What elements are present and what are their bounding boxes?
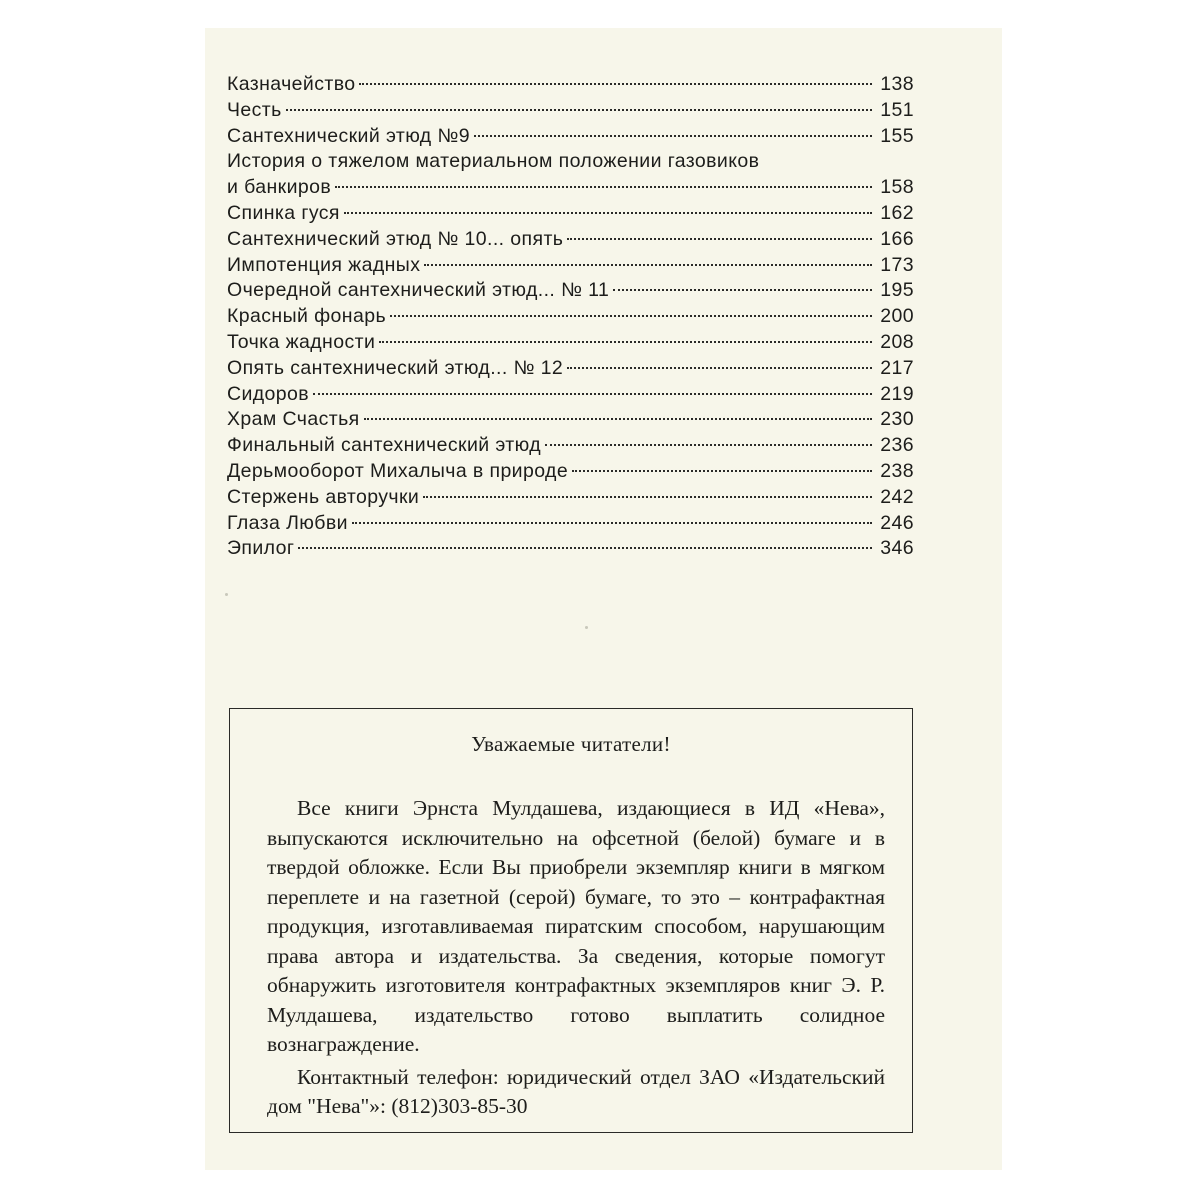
toc-entry (227, 382, 914, 408)
toc-entry-title: Спинка гуся (227, 201, 340, 224)
toc-entry-page: 162 (880, 201, 914, 224)
toc-dot-leader (424, 264, 872, 266)
toc-dot-leader (423, 496, 872, 498)
toc-entry-page: 236 (880, 434, 914, 457)
toc-dot-leader (364, 418, 872, 420)
toc-entry-page: 238 (880, 459, 914, 482)
notice-body (267, 794, 885, 1122)
toc-entry-title: Эпилог (227, 537, 295, 560)
toc-entry (227, 124, 914, 150)
toc-dot-leader (567, 238, 872, 240)
table-of-contents (227, 72, 914, 562)
toc-entry (227, 227, 914, 253)
toc-entry-page: 346 (880, 537, 914, 560)
toc-entry-title: Честь (227, 98, 282, 121)
toc-dot-leader (335, 186, 872, 188)
toc-entry-title: Импотенция жадных (227, 253, 421, 276)
toc-entry-page: 173 (880, 253, 914, 276)
toc-entry-title: История о тяжелом материальном положении газовиков (227, 150, 760, 173)
toc-entry-page: 217 (880, 356, 914, 379)
toc-entry-page: 166 (880, 227, 914, 250)
toc-entry-page: 195 (880, 279, 914, 302)
toc-entry-title: Сантехнический этюд №9 (227, 124, 470, 147)
toc-dot-leader (344, 212, 872, 214)
readers-notice-box (229, 708, 913, 1133)
toc-dot-leader (313, 393, 872, 395)
toc-entry-page: 246 (880, 511, 914, 534)
toc-entry (227, 98, 914, 124)
toc-dot-leader (474, 135, 872, 137)
toc-entry-title: Красный фонарь (227, 305, 387, 328)
toc-dot-leader (359, 83, 872, 85)
toc-entry (227, 278, 914, 304)
toc-entry-page: 200 (880, 305, 914, 328)
toc-entry (227, 433, 914, 459)
toc-entry (227, 407, 914, 433)
book-page (205, 28, 1002, 1170)
toc-dot-leader (379, 341, 872, 343)
toc-entry-page: 208 (880, 330, 914, 353)
toc-entry-title: Храм Счастья (227, 408, 360, 431)
toc-dot-leader (286, 109, 872, 111)
toc-dot-leader (567, 367, 872, 369)
toc-entry-title: Точка жадности (227, 330, 376, 353)
toc-entry-page: 151 (880, 98, 914, 121)
toc-entry (227, 149, 914, 175)
notice-heading: Уважаемые читатели! (471, 732, 671, 756)
toc-entry-title: Сидоров (227, 382, 310, 405)
toc-dot-leader (572, 470, 872, 472)
toc-entry-page: 219 (880, 382, 914, 405)
toc-entry (227, 330, 914, 356)
toc-entry-title: Сантехнический этюд № 10... опять (227, 227, 564, 250)
toc-entry (227, 511, 914, 537)
toc-entry-title: Стержень авторучки (227, 485, 420, 508)
toc-entry-page: 242 (880, 485, 914, 508)
toc-entry (227, 175, 914, 201)
paper-speck (225, 593, 228, 596)
toc-dot-leader (613, 289, 872, 291)
toc-entry-page: 155 (880, 124, 914, 147)
toc-entry (227, 72, 914, 98)
toc-entry (227, 253, 914, 279)
toc-entry (227, 201, 914, 227)
toc-entry (227, 356, 914, 382)
toc-dot-leader (545, 444, 872, 446)
toc-entry (227, 304, 914, 330)
toc-dot-leader (390, 315, 872, 317)
toc-entry-title: и банкиров (227, 176, 332, 199)
toc-entry-page: 230 (880, 408, 914, 431)
toc-entry-title: Опять сантехнический этюд... № 12 (227, 356, 564, 379)
toc-entry-title: Казначейство (227, 73, 356, 95)
toc-dot-leader (298, 547, 872, 549)
toc-entry (227, 459, 914, 485)
toc-entry-page: 138 (880, 73, 914, 95)
notice-paragraph: Все книги Эрнста Мулдашева, издающиеся в ИД «Нева», выпускаются исключительно на офсетной (белой) бумаге и в твердой обложке. Если Вы приобрели экземпляр книги в мягком переплете и на газетной (серой) бумаге, то это – контрафактная продукция, изготавливаемая пиратским способом, нарушающим права автора и издательства. За сведения, которые помогут обнаружить изготовителя контрафактных экземпляров книг Э. Р. Мулдашева, издательство готово выплатить солидное вознаграждение. (267, 796, 885, 1056)
toc-entry-title: Глаза Любви (227, 511, 348, 534)
toc-entry-title: Финальный сантехнический этюд (227, 434, 541, 457)
notice-contact-paragraph: Контактный телефон: юридический отдел ЗАО «Издательский дом "Нева"»: (812)303-85-30 (267, 1064, 885, 1118)
toc-entry-title: Очередной сантехнический этюд... № 11 (227, 279, 610, 302)
toc-entry (227, 536, 914, 562)
toc-entry-page: 158 (880, 176, 914, 199)
toc-entry (227, 485, 914, 511)
paper-speck (585, 626, 588, 629)
toc-dot-leader (352, 522, 872, 524)
toc-entry-title: Дерьмооборот Михалыча в природе (227, 459, 569, 482)
